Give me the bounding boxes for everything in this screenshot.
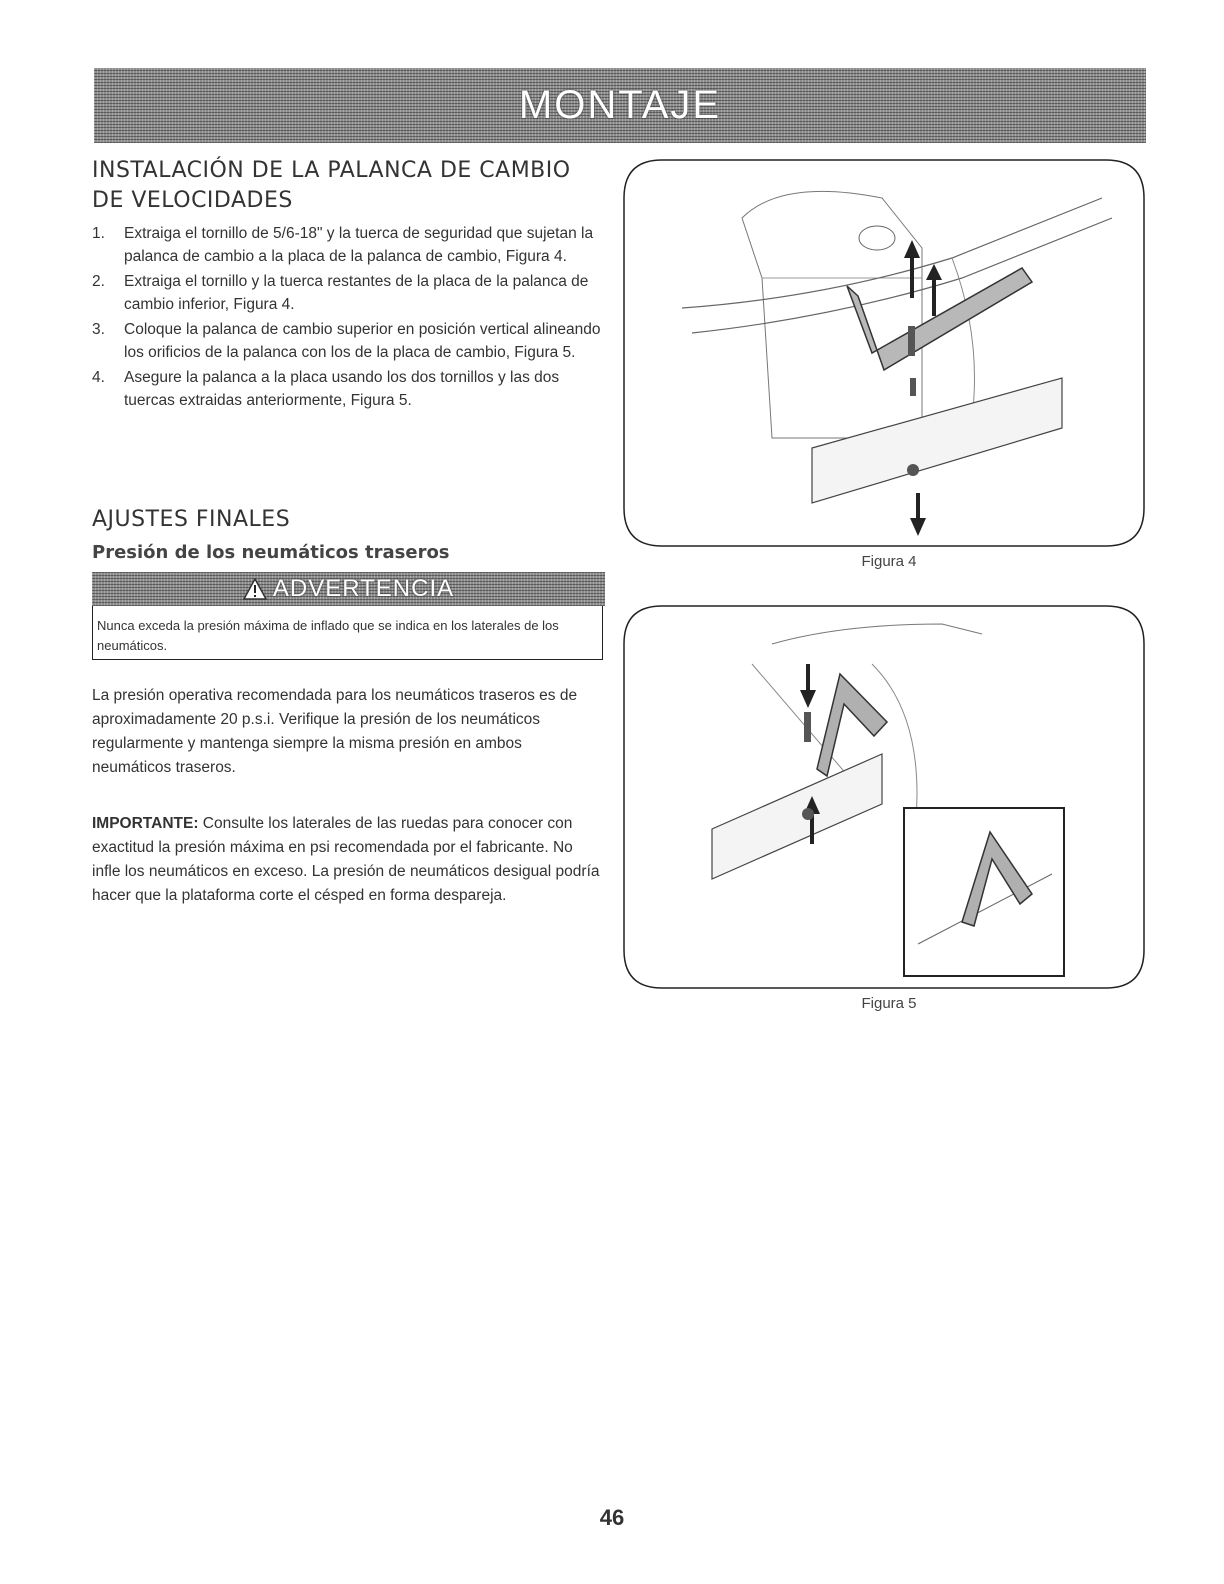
step-text: Extraiga el tornillo de 5/6-18" y la tuerca de seguridad que sujetan la palanca de cambio a la placa de la palanca de cambio, Figura 4. xyxy=(124,225,594,265)
page-header-title: MONTAJE xyxy=(518,83,722,127)
step-text: Asegure la palanca a la placa usando los dos tornillos y las dos tuercas extraidas anteriormente, Figura 5. xyxy=(124,369,560,409)
important-label: IMPORTANTE: xyxy=(92,815,199,832)
page-header-banner xyxy=(94,68,1146,143)
figure-5-illustration xyxy=(622,604,1146,990)
list-item xyxy=(92,270,607,316)
step-number: 2. xyxy=(92,273,105,290)
figure-4-illustration xyxy=(622,158,1146,548)
important-paragraph xyxy=(92,812,604,908)
subsection-title-tire-pressure: Presión de los neumáticos traseros xyxy=(92,542,450,563)
list-item xyxy=(92,222,607,268)
step-number: 1. xyxy=(92,225,105,242)
warning-triangle-icon xyxy=(243,578,267,600)
installation-steps-list xyxy=(92,222,607,414)
step-number: 4. xyxy=(92,369,105,386)
step-number: 3. xyxy=(92,321,105,338)
page-number: 46 xyxy=(599,1505,625,1530)
important-text: Consulte los laterales de las ruedas para conocer con exactitud la presión máxima en psi recomendada por el fabricante. No infle los neumáticos en exceso. La presión de neumáticos desigual podría hacer que la plataforma corte el césped en forma despareja. xyxy=(92,815,600,904)
section-title-final-adjustments: AJUSTES FINALES xyxy=(92,507,291,532)
warning-header xyxy=(92,572,605,606)
list-item xyxy=(92,366,607,412)
step-text: Extraiga el tornillo y la tuerca restantes de la placa de la palanca de cambio inferior, Figura 4. xyxy=(124,273,589,313)
warning-title: ADVERTENCIA xyxy=(272,575,455,602)
section-title-line1: INSTALACIÓN DE LA PALANCA DE CAMBIO xyxy=(92,158,571,183)
step-text: Coloque la palanca de cambio superior en posición vertical alineando los orificios de la palanca con los de la placa de cambio, Figura 5. xyxy=(124,321,601,361)
section-title-line2: DE VELOCIDADES xyxy=(92,188,293,213)
list-item xyxy=(92,318,607,364)
warning-text: Nunca exceda la presión máxima de inflado que se indica en los laterales de los neumáticos. xyxy=(92,606,603,660)
figure-5-caption: Figura 5 xyxy=(861,995,917,1012)
section-title-shift-lever xyxy=(92,156,571,216)
figure-4-caption: Figura 4 xyxy=(861,553,917,570)
tire-pressure-paragraph: La presión operativa recomendada para los neumáticos traseros es de aproximadamente 20 p.s.i. Verifique la presión de los neumáticos regularmente y mantenga siempre la misma presión en ambos neumáticos traseros. xyxy=(92,687,578,776)
